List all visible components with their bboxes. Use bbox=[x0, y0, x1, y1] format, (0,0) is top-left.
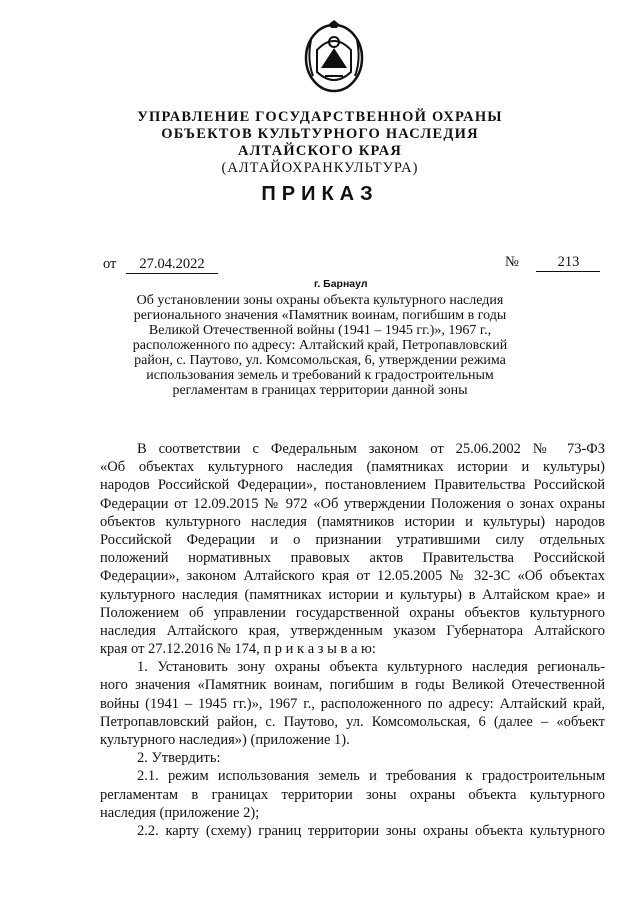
org-name-abbrev: (АЛТАЙОХРАНКУЛЬТУРА) bbox=[221, 160, 419, 176]
order-body bbox=[100, 440, 605, 840]
body-line: В соответствии с Федеральным законом от 25.06.2002 № 73-ФЗ bbox=[137, 441, 605, 457]
subject-line: Великой Отечественной войны (1941 – 1945 гг.)», 1967 г., bbox=[148, 323, 492, 338]
city-label: г. Барнаул bbox=[314, 278, 368, 290]
body-line: «Об объектах культурного наследия (памятниках истории и культуры) bbox=[100, 459, 605, 476]
date-row bbox=[103, 256, 218, 274]
subject-line: Об установлении зоны охраны объекта культурного наследия bbox=[136, 293, 504, 308]
body-line: 2.1. режим использования земель и требования к градостроительным bbox=[137, 768, 605, 785]
org-name-line-2: ОБЪЕКТОВ КУЛЬТУРНОГО НАСЛЕДИЯ bbox=[161, 126, 479, 142]
number-prefix: № bbox=[505, 254, 519, 270]
body-line: Петропавловский район, с. Паутово, ул. Комсомольская, 6 (далее – «объект bbox=[100, 713, 605, 730]
body-line: 2.2. карту (схему) границ территории зоны охраны объекта культурного bbox=[137, 822, 605, 839]
body-line: 1. Установить зону охраны объекта культурного наследия региональ- bbox=[137, 659, 605, 676]
body-line: Положением об управлении государственной охраны объектов культурного bbox=[100, 604, 605, 621]
subject-line: расположенного по адресу: Алтайский край, Петропавловский bbox=[132, 338, 508, 353]
body-line: положений нормативных правовых актов Правительства Российской bbox=[100, 550, 605, 567]
date-prefix: от bbox=[103, 256, 117, 272]
subject-line: регламентам в границах территории данной зоны bbox=[172, 383, 468, 398]
body-line: ного значения «Памятник воинам, погибшим в годы Великой Отечественной bbox=[100, 677, 605, 694]
subject-line: регионального значения «Памятник воинам, погибшим в годы bbox=[133, 308, 507, 323]
body-line: культурного наследия») (приложение 1). bbox=[100, 732, 350, 748]
org-name-line-3: АЛТАЙСКОГО КРАЯ bbox=[237, 143, 403, 159]
body-line: регламентам в границах территории зоны охраны объекта культурного bbox=[100, 786, 605, 803]
body-line: 2. Утвердить: bbox=[137, 750, 221, 767]
body-line: наследия (приложение 2); bbox=[100, 804, 260, 821]
body-line: культурного наследия (памятниках истории и культуры) в Алтайском крае» и bbox=[100, 586, 605, 603]
body-line: народов Российской Федерации», постановлением Правительства Российской bbox=[100, 477, 605, 494]
body-line: края от 27.12.2016 № 174, п р и к а з ы в а ю: bbox=[100, 641, 376, 658]
order-subject bbox=[120, 293, 520, 398]
body-line: Федерации от 12.09.2015 № 972 «Об утверждении Положения о зонах охраны bbox=[100, 495, 605, 512]
body-line: наследия Алтайского края, утвержденным указом Губернатора Алтайского bbox=[100, 622, 605, 639]
body-line: войны (1941 – 1945 гг.)», 1967 г., расположенного по адресу: Алтайский край, bbox=[100, 695, 605, 712]
org-name-line-1: УПРАВЛЕНИЕ ГОСУДАРСТВЕННОЙ ОХРАНЫ bbox=[137, 109, 503, 125]
body-line: Федерации», законом Алтайского края от 12.05.2005 № 32-ЗС «Об объектах bbox=[100, 568, 605, 585]
order-date: 27.04.2022 bbox=[126, 256, 218, 274]
number-row bbox=[505, 254, 600, 272]
body-line: объектов культурного наследия (памятников истории и культуры) народов bbox=[100, 513, 605, 530]
subject-line: район, с. Паутово, ул. Комсомольская, 6, утверждении режима bbox=[134, 353, 506, 368]
order-number: 213 bbox=[536, 254, 600, 272]
document-type-title: ПРИКАЗ bbox=[261, 183, 379, 205]
body-line: Российской Федерации и о признании утратившими силу отдельных bbox=[100, 531, 605, 548]
coat-of-arms-icon bbox=[303, 20, 365, 94]
subject-line: использования земель и требований к градостроительным bbox=[146, 368, 494, 383]
